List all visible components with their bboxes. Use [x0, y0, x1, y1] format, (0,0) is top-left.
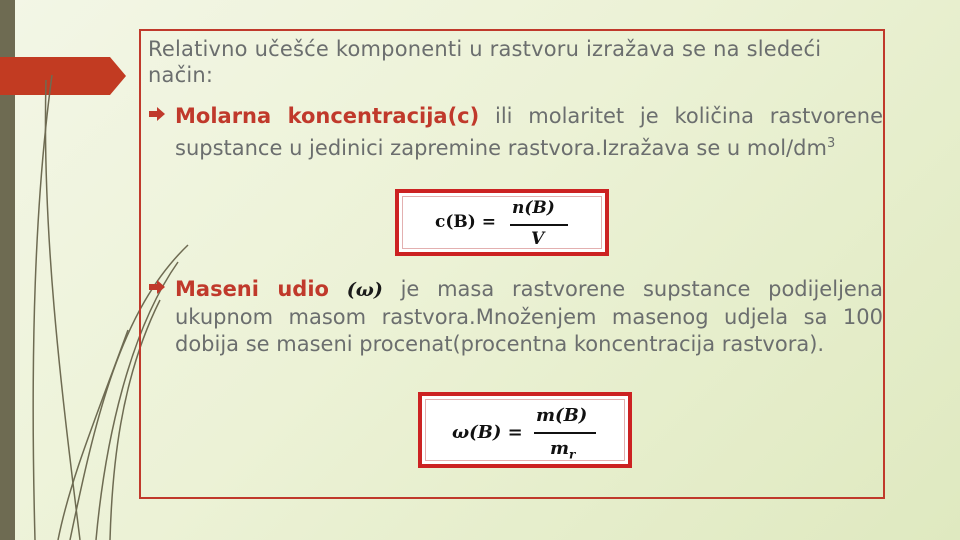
- omega-symbol: (ω): [346, 279, 383, 301]
- formula-mass-lhs: ω(B) =: [452, 422, 523, 443]
- accent-tab-shape: [0, 57, 126, 95]
- mass-description: je masa rastvorene supstance podijeljena ukupnom masom rastvora.Množenjem masenog udjela sa 100 dobija se maseni procenat(procentna koncentracija rastvora).: [175, 277, 883, 356]
- formula-molar-box: [395, 189, 609, 256]
- formula-molar-denominator: V: [531, 229, 545, 249]
- intro-text: Relativno učešće komponenti u rastvoru izražava se na sledeći način:: [148, 37, 822, 87]
- formula-mass-numerator: m(B): [536, 405, 588, 426]
- formula-mass-box: [418, 392, 632, 468]
- bullet-molar: [148, 103, 883, 162]
- term-molar: Molarna koncentracija(c): [175, 104, 480, 128]
- formula-molar-lhs: c(B) =: [435, 212, 496, 232]
- formula-mass-denominator: $m_r$: [550, 438, 576, 462]
- bullet-mass: [148, 276, 883, 358]
- molar-description: ili molaritet je količina rastvorene supstance u jedinici zapremine rastvora.Izražava se u mol/dm: [175, 104, 883, 160]
- arrow-bullet-icon: [148, 278, 166, 296]
- arrow-bullet-icon: [148, 105, 166, 123]
- molar-unit-superscript: 3: [826, 136, 836, 151]
- formula-molar-numerator: n(B): [512, 198, 555, 218]
- term-mass-fraction: Maseni udio: [175, 277, 329, 301]
